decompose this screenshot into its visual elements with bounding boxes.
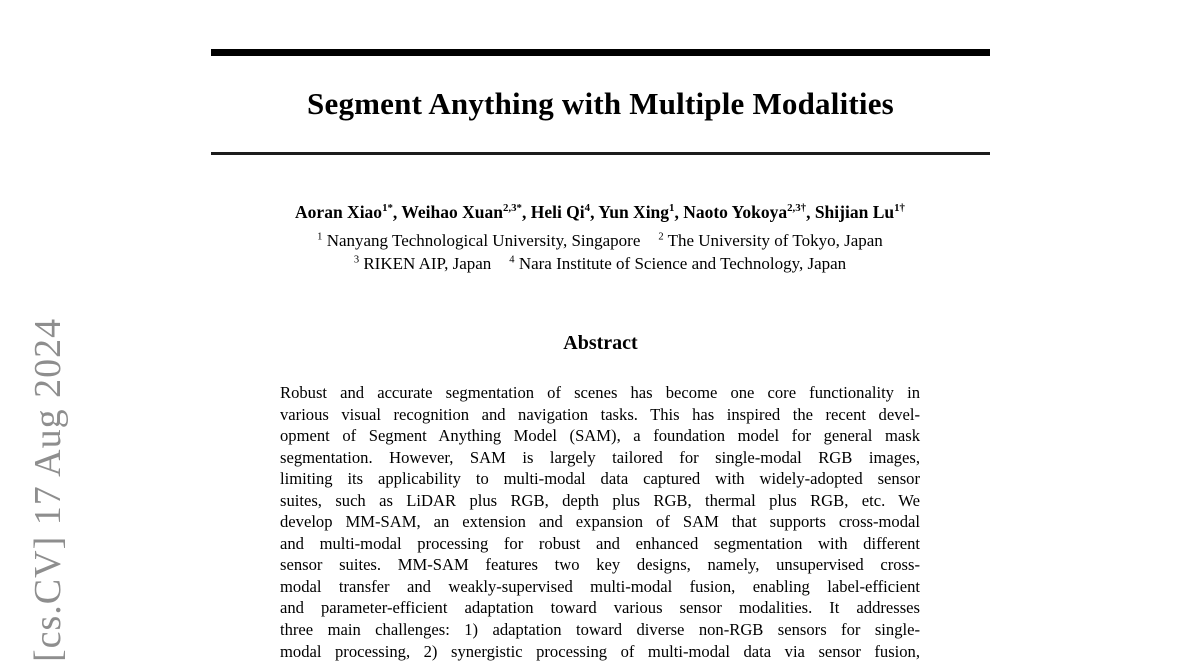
affiliation-item: $^3$ RIKEN AIP, Japan xyxy=(353,253,492,273)
author-name: Naoto Yokoya$^{2,3\dagger}$ xyxy=(683,202,807,222)
author-superscript: 2,3† xyxy=(787,202,807,215)
author-list: Aoran Xiao$^{1*}$, Weihao Xuan$^{2,3*}$, Heli Qi$^4$, Yun Xing$^1$, Naoto Yokoya$^{2,3\dagger}$, Shijian $Lu^{1\dagger}$ xyxy=(295,202,905,222)
author-name: Heli Qi$^4$ xyxy=(530,202,591,222)
abstract-heading: Abstract xyxy=(563,332,638,354)
abstract-line: opment of Segment Anything Model (SAM), a foundation model for general mask xyxy=(280,426,920,446)
abstract-line: and multi-modal processing for robust and enhanced segmentation with different xyxy=(280,533,920,553)
abstract-line: limiting its applicability to multi-modal data captured with widely-adopted sensor xyxy=(280,469,920,489)
abstract-line: suites, such as LiDAR plus RGB, depth plus RGB, thermal plus RGB, etc. We xyxy=(280,490,920,510)
paper-title: Segment Anything with Multiple Modalities xyxy=(307,86,894,121)
author-name: Weihao Xuan$^{2,3*}$ xyxy=(401,202,522,222)
affiliation-superscript: 1 xyxy=(317,231,323,243)
abstract-line: develop MM-SAM, an extension and expansion of SAM that supports cross-modal xyxy=(280,512,920,532)
abstract-line: various visual recognition and navigation tasks. This has inspired the recent devel- xyxy=(280,404,920,424)
affiliation-item: $^2$ The University of Tokyo, Japan xyxy=(658,231,883,250)
title-rule-top xyxy=(211,49,990,56)
author-name: Yun Xing$^1$ xyxy=(598,202,675,222)
affiliation-item: $^1$ Nanyang Technological University, Singapore xyxy=(317,231,641,250)
affiliation-line xyxy=(100,230,1100,253)
affiliation-item: $^4$ Nara Institute of Science and Technology, Japan xyxy=(509,253,847,273)
author-superscript: 1 xyxy=(669,202,675,215)
author-superscript: 1* xyxy=(382,202,393,215)
affiliation-list xyxy=(100,230,1100,275)
abstract-line: and parameter-efficient adaptation toward various sensor modalities. It addresses xyxy=(280,598,920,618)
author-name: Aoran Xiao$^{1*}$ xyxy=(295,202,393,222)
affiliation-line xyxy=(100,253,1100,276)
author-superscript: 1† xyxy=(894,202,905,215)
abstract-line: sensor suites. MM-SAM features two key designs, namely, unsupervised cross- xyxy=(280,555,920,575)
abstract-line: segmentation. However, SAM is largely tailored for single-modal RGB images, xyxy=(280,447,920,467)
abstract-text xyxy=(280,382,920,662)
arxiv-watermark: [cs.CV] 17 Aug 2024 xyxy=(27,317,69,662)
abstract-line: modal processing, 2) synergistic processing of multi-modal data via sensor fusion, xyxy=(280,641,920,661)
author-name: Shijian $Lu^{1\dagger}$ xyxy=(814,202,905,222)
abstract-line: Robust and accurate segmentation of scenes has become one core functionality in xyxy=(280,383,920,402)
author-superscript: 2,3* xyxy=(502,202,522,215)
title-rule-bottom xyxy=(211,152,990,155)
affiliation-superscript: 4 xyxy=(509,253,515,265)
affiliation-superscript: 3 xyxy=(353,253,360,265)
abstract-line: three main challenges: 1) adaptation toward diverse non-RGB sensors for single- xyxy=(280,620,920,640)
affiliation-superscript: 2 xyxy=(658,231,664,243)
abstract-line: modal transfer and weakly-supervised multi-modal fusion, enabling label-efficient xyxy=(280,576,920,596)
author-superscript: 4 xyxy=(584,202,591,215)
